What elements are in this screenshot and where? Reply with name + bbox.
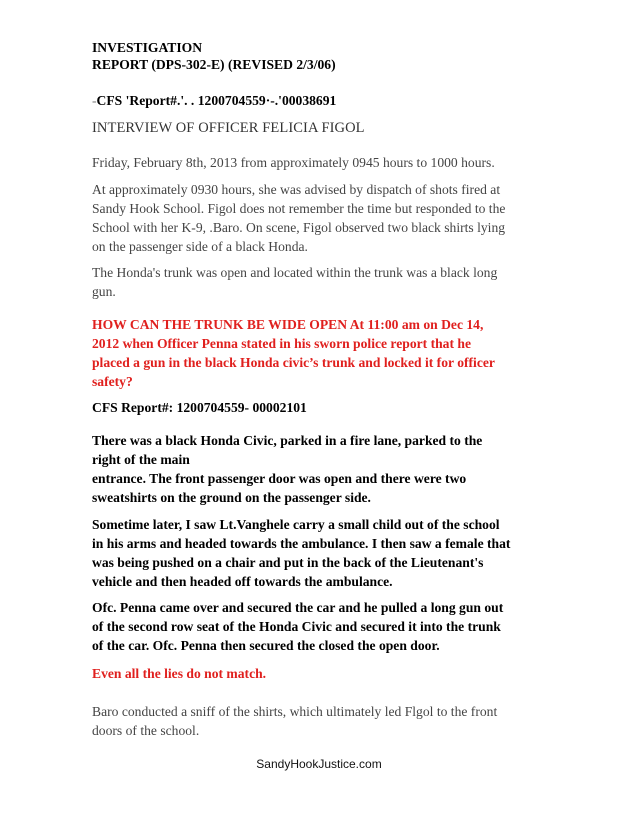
text-line: of the car. Ofc. Penna then secured the closed the open door. (92, 638, 440, 653)
cfs-number: 1200704559·-.'00038691 (197, 93, 337, 108)
text-line: of the second row seat of the Honda Civic and secured it into the trunk (92, 619, 501, 634)
cfs-report-number-2: CFS Report#: 1200704559- 00002101 (92, 400, 307, 415)
text-line: Ofc. Penna came over and secured the car and he pulled a long gun out (92, 600, 504, 615)
text-line: entrance. The front passenger door was open and there were two (92, 471, 467, 486)
paragraph-lieutenant (92, 515, 552, 591)
text-line: on the passenger side of a black Honda. (92, 239, 308, 254)
text-line: in his arms and headed towards the ambulance. I then saw a female that (92, 536, 511, 551)
text-line: There was a black Honda Civic, parked in a fire lane, parked to the (92, 433, 483, 448)
paragraph-trunk (92, 263, 552, 301)
text-line: School with her K-9, .Baro. On scene, Figol observed two black shirts lying (92, 220, 506, 235)
text-line: HOW CAN THE TRUNK BE WIDE OPEN At 11:00 am on Dec 14, (92, 317, 484, 332)
cfs-report-number-1 (92, 91, 552, 110)
header-line-2: REPORT (DPS-302-E) (REVISED 2/3/06) (92, 57, 336, 72)
paragraph-penna (92, 598, 552, 655)
paragraph-baro-sniff (92, 702, 552, 740)
text-line: Sometime later, I saw Lt.Vanghele carry a small child out of the school (92, 517, 500, 532)
red-statement: Even all the lies do not match. (92, 666, 267, 681)
interview-title: INTERVIEW OF OFFICER FELICIA FIGOL (92, 120, 365, 136)
paragraph-dispatch (92, 180, 552, 256)
text-line: Sandy Hook School. Figol does not remember the time but responded to the (92, 201, 506, 216)
text-line: sweatshirts on the ground on the passenger side. (92, 490, 371, 505)
interview-date: Friday, February 8th, 2013 from approximately 0945 hours to 1000 hours. (92, 155, 495, 170)
header-line-1: INVESTIGATION (92, 40, 203, 55)
text-line: was being pushed on a chair and put in the back of the Lieutenant's (92, 555, 484, 570)
text-line: placed a gun in the black Honda civic’s trunk and locked it for officer (92, 355, 495, 370)
text-line: Baro conducted a sniff of the shirts, which ultimately led Flgol to the front (92, 704, 498, 719)
text-line: safety? (92, 374, 133, 389)
cfs-label: CFS 'Report#.'. . (96, 93, 198, 108)
paragraph-honda-civic (92, 431, 552, 507)
text-line: vehicle and then headed off towards the ambulance. (92, 574, 393, 589)
text-line: The Honda's trunk was open and located within the trunk was a black long (92, 265, 498, 280)
text-line: 2012 when Officer Penna stated in his sworn police report that he (92, 336, 471, 351)
red-question (92, 315, 552, 391)
footer-site-link: SandyHookJustice.com (256, 757, 382, 771)
text-line: doors of the school. (92, 723, 200, 738)
cfs-prefix: - (92, 93, 97, 108)
text-line: At approximately 0930 hours, she was advised by dispatch of shots fired at (92, 182, 501, 197)
report-header (92, 39, 552, 73)
text-line: gun. (92, 284, 116, 299)
text-line: right of the main (92, 452, 190, 467)
